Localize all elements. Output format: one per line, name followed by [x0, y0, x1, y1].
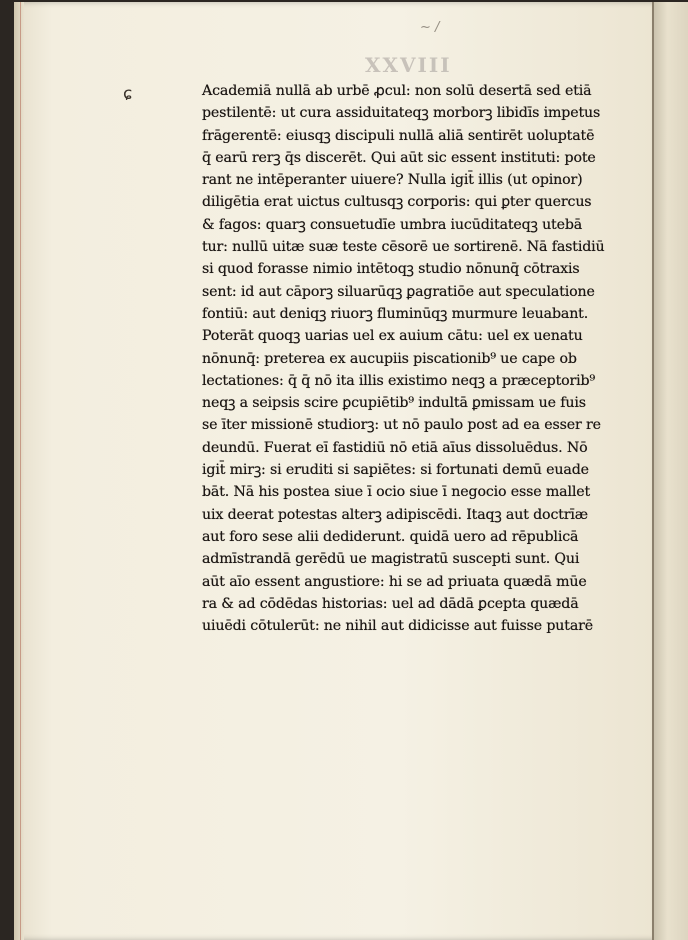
text-line: aūt aīo essent angustiore: hi se ad priuata quædā mūe	[202, 573, 587, 590]
text-line: diligētia erat uictus cultusqꝫ corporis: qui ꝑter quercus	[202, 194, 592, 211]
text-line: igit̄ mirꝫ: si eruditi si sapiētes: si fortunati demū euade	[202, 462, 589, 479]
margin-mark: ɕ	[123, 84, 133, 104]
text-line: fontiū: aut deniqꝫ riuorꝫ fluminūqꝫ murmure leuabant.	[202, 305, 589, 322]
text-line: lectationes: q̄ q̄ nō ita illis existimo neqꝫ a præceptorib⁹	[202, 372, 596, 389]
text-line: bāt. Nā his postea siue ī ocio siue ī negocio esse mallet	[202, 484, 591, 501]
margin-rule	[20, 2, 21, 940]
text-line: nōnunq̄: preterea ex aucupiis piscationib⁹ ue cape ob	[202, 350, 577, 367]
page-edge-left	[14, 2, 24, 940]
manuscript-folio-mark: ~ /	[420, 20, 440, 35]
text-line: pestilentē: ut cura assiduitateqꝫ morborꝫ libidīs impetus	[202, 105, 601, 122]
text-line: deundū. Fuerat eī fastidiū nō etiā aīus dissoluēdus. Nō	[202, 439, 588, 456]
text-line: & fagos: quarꝫ consuetudīe umbra iucūditateqꝫ utebā	[202, 216, 583, 233]
text-block	[202, 80, 640, 637]
text-line: tur: nullū uitæ suæ teste cēsorē ue sortirenē. Nā fastidiū	[202, 239, 605, 256]
text-line: si quod forasse nimio intētoqꝫ studio nōnunq̄ cōtraxis	[202, 261, 580, 278]
text-line: sent: id aut cāporꝫ siluarūqꝫ ꝑagratiōe aut speculatione	[202, 283, 595, 300]
text-line: q̄ earū rerꝫ q̄s discerēt. Qui aūt sic essent instituti: pote	[202, 149, 596, 166]
text-line: se īter missionē studiorꝫ: ut nō paulo post ad ea esser re	[202, 417, 601, 434]
text-line: Academiā nullā ab urbē ꝓcul: non solū desertā sed etiā	[202, 83, 592, 99]
text-line: uiuēdi cōtulerūt: ne nihil aut didicisse aut fuisse putarē	[202, 618, 594, 635]
text-line: Poterāt quoqꝫ uarias uel ex auium cātu: uel ex uenatu	[202, 328, 583, 345]
text-line: ra & ad cōdēdas historias: uel ad dādā ꝑcepta quædā	[202, 595, 579, 612]
folio-number: XXVIII	[365, 53, 452, 77]
text-line: admīstrandā gerēdū ue magistratū suscepti sunt. Qui	[202, 551, 580, 568]
text-line: rant ne intēperanter uiuere? Nulla igit̄ illis (ut opinor)	[202, 172, 583, 189]
facing-page-edge	[654, 2, 688, 940]
text-line: uix deerat potestas alterꝫ adipiscēdi. Itaqꝫ aut doctrīæ	[202, 506, 588, 523]
text-line: neqꝫ a seipsis scire ꝑcupiētib⁹ indultā ꝑmissam ue fuis	[202, 395, 586, 412]
text-line: frāgerentē: eiusqꝫ discipuli nullā aliā sentirēt uoluptatē	[202, 127, 595, 144]
text-line: aut foro sese alii dediderunt. quidā uero ad rēpublicā	[202, 528, 579, 545]
